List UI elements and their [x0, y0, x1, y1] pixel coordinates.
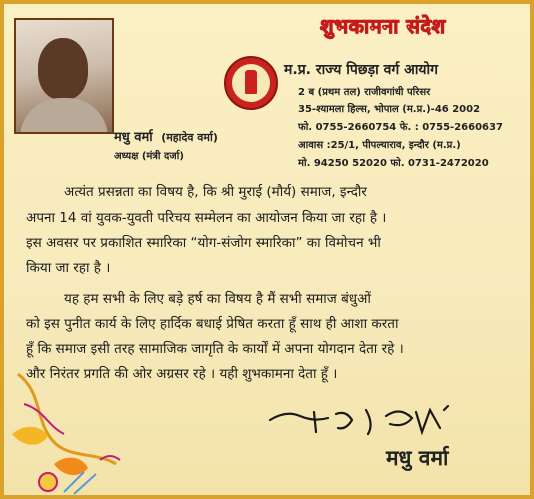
org-name: म.प्र. राज्य पिछड़ा वर्ग आयोग: [284, 62, 439, 78]
message-line: इस अवसर पर प्रकाशित स्मारिका “योग-संजोग स्मारिका” का विमोचन भी: [26, 235, 381, 251]
message-line: अत्यंत प्रसन्नता का विषय है, कि श्री मुराई (मौर्य) समाज, इन्दौर: [64, 184, 367, 200]
portrait-shirt: [20, 98, 108, 134]
message-line: अपना 14 वां युवक-युवती परिचय सम्मेलन का आयोजन किया जा रहा है ।: [26, 210, 387, 226]
residence-line: आवास :25/1, पीपल्याराव, इन्दौर (म.प्र.): [298, 140, 461, 151]
person-name: मधु वर्मा: [114, 130, 153, 145]
state-emblem-icon: [224, 56, 278, 110]
message-line: हूँ कि समाज इसी तरह सामाजिक जागृति के कार्यों में अपना योगदान देता रहे ।: [26, 341, 404, 357]
message-line: किया जा रहा है ।: [26, 260, 111, 276]
person-role: अध्यक्ष (मंत्री दर्जा): [114, 151, 184, 162]
emblem-pillar: [245, 70, 257, 94]
phone-line: फो. 0755-2660754 फे. : 0755-2660637: [298, 122, 503, 133]
message-line: को इस पुनीत कार्य के लिए हार्दिक बधाई प्रेषित करता हूँ साथ ही आशा करता: [26, 316, 399, 332]
person-name-line: [114, 127, 218, 145]
person-block: [114, 127, 218, 162]
address-line: 2 ब (प्रथम तल) राजीवगांधी परिसर: [298, 87, 431, 98]
address-line: 35-श्यामला हिल्स, भोपाल (म.प्र.)-46 2002: [298, 104, 481, 115]
message-line: और निरंतर प्रगति की ओर अग्रसर रहे । यही शुभकामना देता हूँ ।: [26, 366, 338, 382]
message-line: यह हम सभी के लिए बड़े हर्ष का विषय है मैं सभी समाज बंधुओं: [64, 291, 371, 307]
handwritten-signature: [266, 402, 496, 442]
floral-ornament-icon: [4, 364, 124, 499]
signatory-name: मधु वर्मा: [386, 446, 449, 470]
page-title: शुभकामना संदेश: [320, 14, 446, 38]
portrait-photo: [14, 18, 114, 134]
person-alt-name: (महादेव वर्मा): [161, 131, 218, 144]
mobile-line: मो. 94250 52020 फो. 0731-2472020: [298, 158, 489, 169]
portrait-face: [38, 38, 88, 100]
